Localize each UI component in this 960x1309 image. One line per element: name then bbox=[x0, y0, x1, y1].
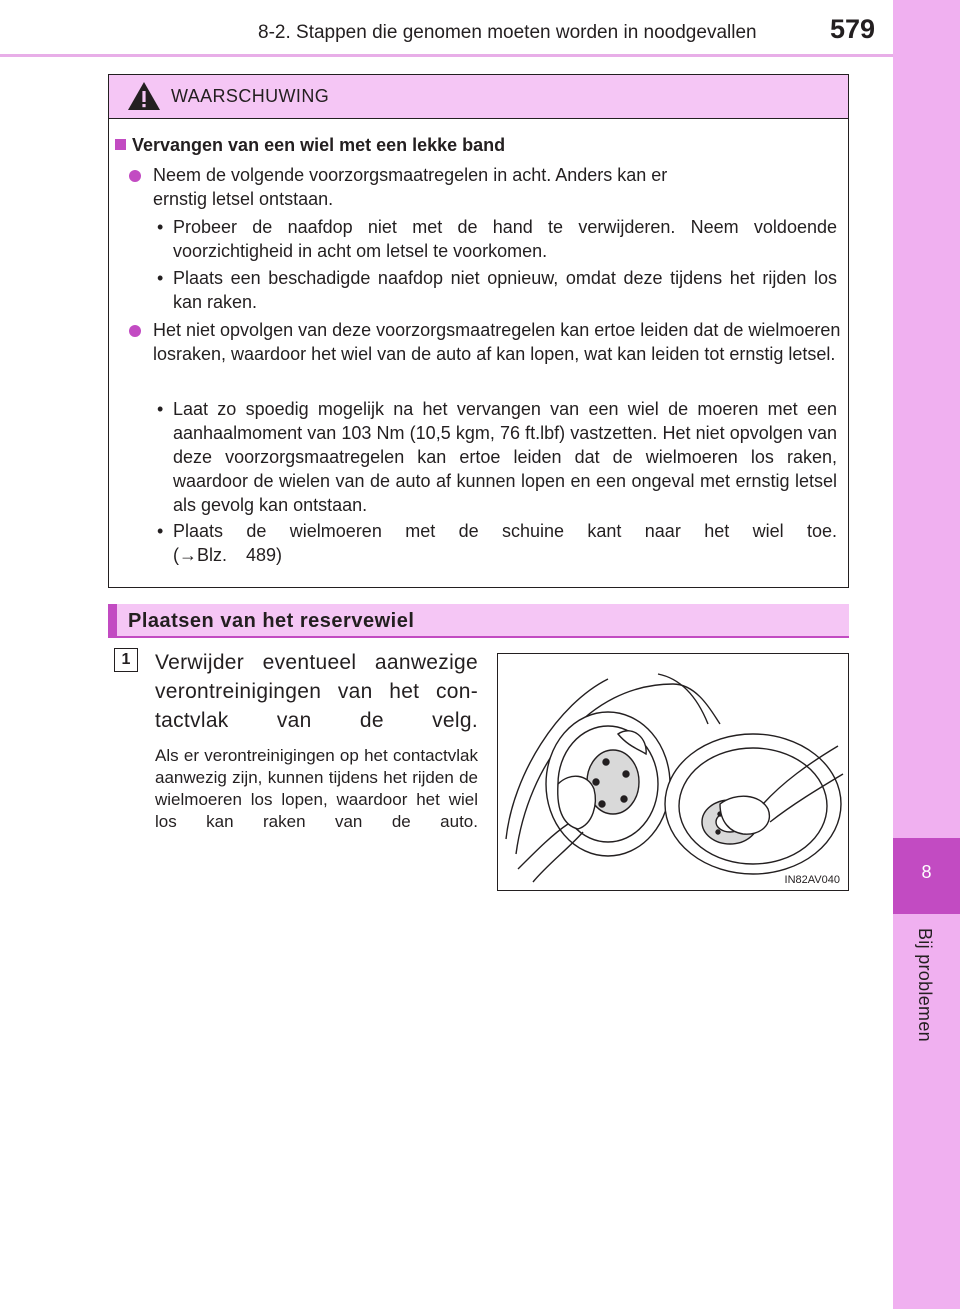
header-divider bbox=[0, 54, 893, 57]
chapter-side-tab bbox=[893, 0, 960, 1309]
warning-subitem-1-1: Probeer de naafdop niet met de hand te verwijderen. Neem voldoende voorzichtigheid in acht om letsel te voorkomen. bbox=[173, 217, 837, 261]
warning-subheading bbox=[115, 135, 505, 156]
round-bullet-icon bbox=[129, 170, 141, 182]
wheel-drawing bbox=[498, 654, 847, 889]
chapter-number: 8 bbox=[921, 862, 932, 882]
warning-box bbox=[108, 74, 849, 588]
figure-code: IN82AV040 bbox=[784, 874, 840, 886]
sub-bullet-marker: • bbox=[157, 268, 164, 288]
warning-subitem-2-2: Plaats de wielmoeren met de schuine kant naar het wiel toe. (→Blz. 489) bbox=[173, 521, 837, 565]
sub-bullet-marker: • bbox=[157, 217, 164, 237]
warning-item-1: Neem de volgende voorzorgsmaatregelen in acht. Anders kan er ernstig letsel ontstaan. bbox=[153, 165, 668, 209]
page-number: 579 bbox=[830, 14, 876, 44]
square-bullet-icon bbox=[115, 139, 126, 150]
warning-title: WAARSCHUWING bbox=[171, 86, 330, 106]
warning-header bbox=[109, 75, 848, 119]
sub-bullet-marker: • bbox=[157, 521, 164, 541]
running-header: 8-2. Stappen die genomen moeten worden in noodgevallen bbox=[258, 22, 757, 43]
step-detail: Als er verontreinigingen op het contactvlak aanwezig zijn, kunnen tijdens het rijden de wielmoeren los lopen, waardoor het wiel los kan raken van de auto. bbox=[155, 746, 478, 831]
warning-subheading-text: Vervangen van een wiel met een lekke band bbox=[132, 135, 506, 155]
step-number-badge: 1 bbox=[114, 648, 138, 672]
sub-bullet-marker: • bbox=[157, 399, 164, 419]
warning-triangle-icon bbox=[127, 81, 161, 111]
warning-item-2: Het niet opvolgen van deze voorzorgsmaatregelen kan ertoe leiden dat de wielmoeren losraken, waardoor het wiel van de auto af kan lopen, wat kan leiden tot ernstig letsel. bbox=[153, 320, 841, 364]
section-title: Plaatsen van het reservewiel bbox=[128, 610, 415, 632]
chapter-label: Bij problemen bbox=[915, 928, 935, 1042]
chapter-label-wrap bbox=[900, 928, 950, 1058]
section-heading bbox=[108, 604, 849, 638]
warning-subitem-1-2: Plaats een beschadigde naafdop niet opnieuw, omdat deze tijdens het rijden los kan raken. bbox=[173, 268, 837, 312]
warning-subitem-2-1: Laat zo spoedig mogelijk na het vervangen van een wiel de moeren met een aanhaalmoment van 103 Nm (10,5 kgm, 76 ft.lbf) vastzetten. Het niet opvolgen van deze voorzorgsmaatregelen kan ertoe leiden dat de wielmoeren los raken, waardoor de wielen van de auto af kunnen lopen en een ongeval met ernstig letsel als gevolg kan ontstaan. bbox=[173, 399, 837, 515]
step-instruction: Verwijder eventueel aanwezige verontreinigingen van het con-tactvlak van de velg. bbox=[155, 651, 478, 732]
wheel-cleaning-illustration bbox=[497, 653, 849, 891]
section-accent-bar bbox=[108, 604, 117, 638]
round-bullet-icon bbox=[129, 325, 141, 337]
